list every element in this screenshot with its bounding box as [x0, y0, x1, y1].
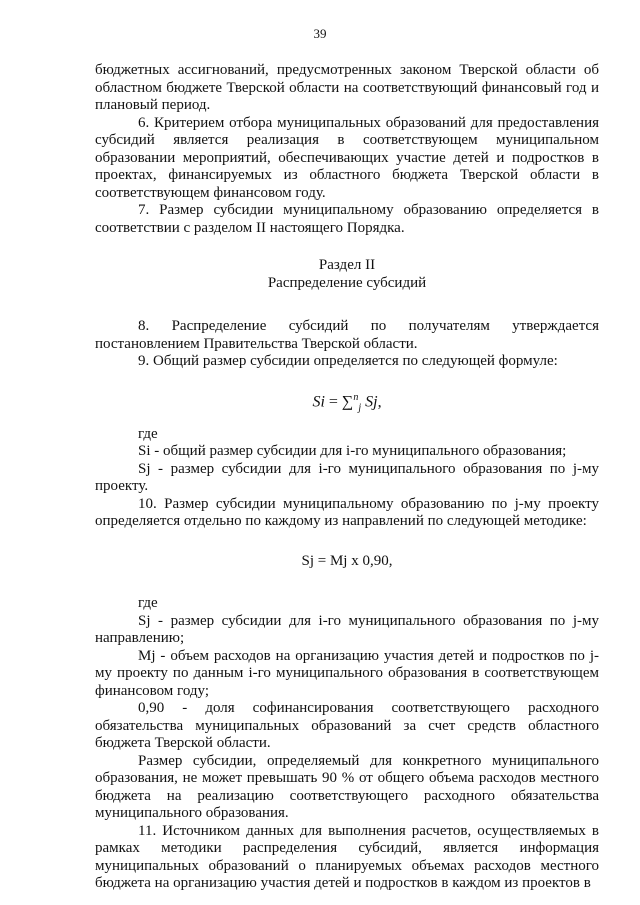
- paragraph-item-7: 7. Размер субсидии муниципальному образованию определяется в соответствии с разделом II настоящего Порядка.: [95, 202, 599, 236]
- paragraph-item-6: 6. Критерием отбора муниципальных образований для предоставления субсидий является реализация в соответствующем муниципальном образовании мероприятий, обеспечивающих участие детей и подростков в проектах, финансируемых из областного бюджета Тверской области в соответствующем финансовом году.: [95, 114, 599, 201]
- paragraph-item-8: 8. Распределение субсидий по получателям утверждается постановлением Правительства Тверской области.: [95, 318, 599, 352]
- formula-equals: =: [328, 392, 338, 410]
- paragraph-item-9: 9. Общий размер субсидии определяется по следующей формуле:: [138, 353, 558, 369]
- paragraph-continuation: бюджетных ассигнований, предусмотренных законом Тверской области об областном бюджете Тверской области на соответствующий финансовый год и плановый период.: [95, 62, 599, 113]
- definition-mj: Mj - объем расходов на организацию участия детей и подростков по j-му проекту по данным i-го муниципального образования в соответствующем финансовом году;: [95, 647, 599, 699]
- paragraph-item-10: 10. Размер субсидии муниципальному образованию по j-му проекту определяется отдельно по каждому из направлений по следующей методике:: [95, 495, 599, 530]
- definition-cofinancing: 0,90 - доля софинансирования соответствующего расходного обязательства муниципальных образований за счет средств областного бюджета Тверской области.: [95, 700, 599, 752]
- document-body: [95, 62, 599, 893]
- where-label: где: [138, 425, 158, 442]
- section-title: Раздел II: [318, 257, 376, 273]
- definition-si: Si - общий размер субсидии для i-го муниципального образования;: [138, 443, 567, 460]
- formula-tail: ,: [377, 392, 382, 410]
- definition-sj: Sj - размер субсидии для i-го муниципального образования по j-му проекту.: [95, 460, 599, 495]
- formula-lhs: Si: [312, 392, 325, 410]
- formula-sum-upper: n: [353, 391, 359, 403]
- formula-total-subsidy: [95, 389, 599, 417]
- formula-project-subsidy: Sj = Mj x 0,90,: [301, 552, 393, 569]
- page-number: 39: [313, 26, 327, 41]
- definition-sj-direction: Sj - размер субсидии для i-го муниципального образования по j-му направлению;: [95, 612, 599, 647]
- paragraph-item-11: 11. Источником данных для выполнения расчетов, осуществляемых в рамках методики распределения субсидий, является информация муниципальных образований о планируемых объемах расходов местного бюджета на организацию участия детей и подростков в каждом из проектов в: [95, 822, 599, 892]
- where-label-2: где: [138, 595, 158, 612]
- section-subtitle: Распределение субсидий: [267, 274, 427, 291]
- paragraph-limit: Размер субсидии, определяемый для конкретного муниципального образования, не может превышать 90 % от общего объема расходов местного бюджета на реализацию соответствующего расходного обязательства муниципального образования.: [95, 752, 599, 822]
- formula-term: Sj: [365, 392, 378, 410]
- formula-sum-lower: j: [358, 402, 362, 414]
- formula-sum-sign: ∑: [341, 392, 354, 410]
